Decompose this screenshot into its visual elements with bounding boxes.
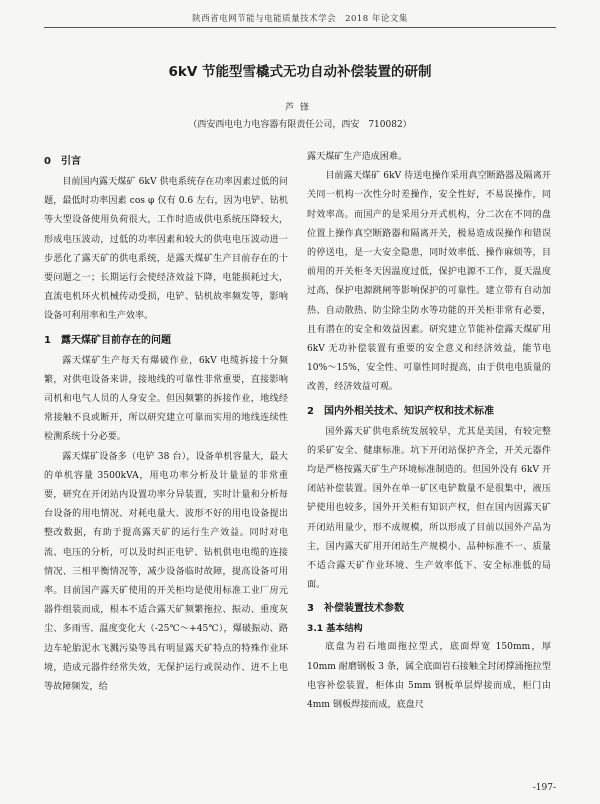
author: 芦锋 xyxy=(284,103,315,113)
paragraph-s1-1: 露天煤矿生产每天有爆破作业，6kV 电缆拆接十分频繁，对供电设备来讲，接地线的可靠性非常重要，直接影响司机和电气人员的人身安全。但因频繁的拆接作业，地线经常接触不良或断开，所以研究建立可靠而实用的地线连续性检测系统十分必要。 xyxy=(44,355,288,443)
paragraph-s1-2: 露天煤矿设备多（电铲 38 台），设备单机容量大，最大的单机容量 3500kVA，用电功率分析及计量显的非常重要，研究在开闭站内设置功率分异装置，实时计量和分析每台设备的用电情况、对耗电量大、波形不好的用电设备提出整改数据，有助于提高露天矿的运行生产效益。同时对电流、电压的分析，可以及时纠正电铲、钻机供电电缆的连接情况、三相平衡情况等，减少设备临时故障，提高设备可用率。目前国产露天矿使用的开关柜均是使用标准工业厂房元器件组装而成，根本不适合露天矿频繁拖拉、振动、重度灰尘、多雨雪、温度变化大（-25℃～+45℃），爆破振动、路边车轮胎泥水飞溅污染等具有明显露天矿特点的特殊作业环境，造成元器件经常失效，无保护运行或误动作、迸不上电等故障频发，给 xyxy=(44,451,288,693)
heading-intro: 0 引言 xyxy=(44,156,81,167)
left-column xyxy=(44,148,288,697)
paper-title: 6kV 节能型雪橇式无功自动补偿装置的研制 xyxy=(168,64,432,80)
right-column xyxy=(307,148,551,715)
running-header: 陕西省电网节能与电能质量技术学会 2018 年论文集 xyxy=(192,14,408,24)
heading-section-1: 1 露天煤矿目前存在的问题 xyxy=(44,334,171,346)
header-rule xyxy=(44,27,556,28)
heading-section-2: 2 国内外相关技术、知识产权和技术标准 xyxy=(307,405,494,417)
affiliation: （西安西电电力电容器有限责任公司，西安 710082） xyxy=(188,120,412,130)
paragraph-s1-continued: 露天煤矿生产造成困难。 xyxy=(307,152,408,162)
paragraph-s1-3: 目前露天煤矿 6kV 待送电操作采用真空断路器及隔离开关同一机构一次性分时差操作，安全性好，不易误操作，同时效率高。而国产的是采用分开式机构，分二次在不同的盘位置上操作真空断路器和隔离开关，极易造成误操作和错误的停送电，是一大安全隐患，同时效率低、操作麻烦等，目前用的开关柜冬天因温度过低，保护电源不工作，夏天温度过高，保护电源跳闸等影响保护的可靠性。建立带有自动加热、自动散热、防尘除尘防水等功能的开关柜非常有必要，且有潜在的安全和效益因素。研究建立节能补偿露天煤矿用 6kV 无功补偿装置有重要的安全意义和经济效益，能节电 10%～15%，安全性、可靠性同时提高，由于供电电质量的改善，经济效益可观。 xyxy=(307,171,551,393)
paragraph-s31-1: 底盘为岩石地面拖拉型式，底面焊宽 150mm，厚 10mm 耐磨钢板 3 条，属全底面岩石接触全封闭撑涌拖拉型电容补偿装置，柜体由 5mm 钢板单层焊接而成，柜门由 4mm 钢板焊接而成，底盘尺 xyxy=(307,642,551,711)
page-number: -197- xyxy=(532,783,556,793)
heading-section-3-1: 3.1 基本结构 xyxy=(307,624,363,635)
paragraph-s2-1: 国外露天矿供电系统发展较早，尤其是美国，有较完整的采矿安全、健康标准。坑下开闭站保护齐全，开关元器件均是严格按露天矿生产环境标准制造的。但国外没有 6kV 开闭站补偿装置。国外在单一矿区电铲数量不是很集中，液压铲使用也较多，国外开关柜有知识产权，但在国内因露天矿开闭站用量少，形不成规模，所以形成了目前以国外产品为主，国内露天矿用开闭站生产规模小、品种标准不一、质量不适合露天矿作业环境、生产效率低下、安全标准低的局面。 xyxy=(307,426,551,591)
paragraph-intro: 目前国内露天煤矿 6kV 供电系统存在功率因素过低的问题，最低时功率因素 cos φ 仅有 0.6 左右，因为电铲、钻机等大型设备使用负荷很大，工作时造成供电系统压降较大，形成电压波动，过低的功率因素和较大的供电电压波动进一步恶化了露天矿的供电系统，是露天煤矿生产目前存在的十要问题之一；长期运行会使经济效益下降，电能损耗过大，直流电机环火机械传动受损，电铲、钻机故率频发等，影响设备可利用率和生产效率。 xyxy=(44,177,288,322)
heading-section-3: 3 补偿装置技术参数 xyxy=(307,603,404,615)
